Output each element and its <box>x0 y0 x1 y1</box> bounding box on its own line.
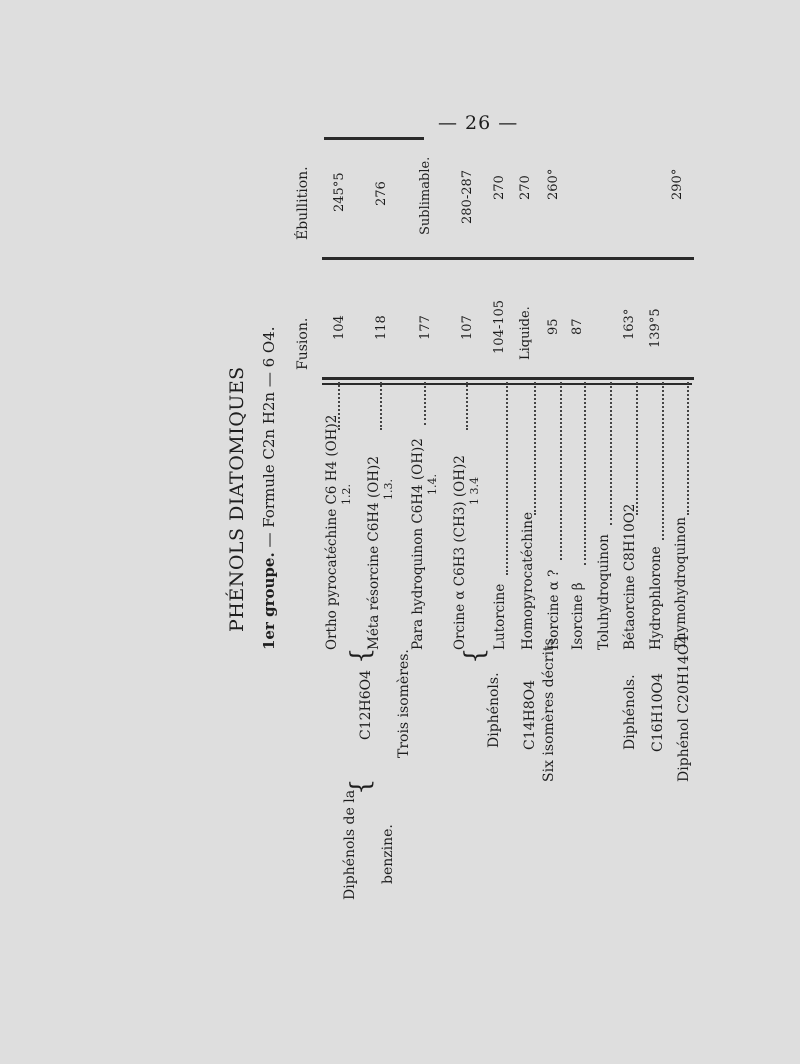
dot-leader <box>636 382 638 515</box>
group2-isomers: Six isomères décrits. <box>541 633 557 782</box>
compound-name-1: Ortho pyrocatéchine C6 H4 (OH)2 <box>324 414 340 650</box>
formula-label: — Formule C2n H2n — 6 O4. <box>260 326 278 548</box>
ebullition-5: 270 <box>492 175 507 200</box>
brace-compounds1: { <box>346 647 376 664</box>
dot-leader <box>584 382 586 565</box>
dot-leader <box>610 382 612 525</box>
compound-name-2: Méta résorcine C6H4 (OH)2 <box>366 456 382 650</box>
group2-label: Diphénols. <box>486 672 502 748</box>
subtitle <box>260 326 278 650</box>
fusion-1: 104 <box>332 315 347 340</box>
compound-position-3: 1.4. <box>426 474 439 495</box>
compound-name-6: Homopyrocatéchine <box>520 512 536 650</box>
brace-compounds2: { <box>460 647 490 664</box>
ebullition-12: 290° <box>670 168 685 200</box>
fusion-10: 163° <box>622 308 637 340</box>
dot-leader <box>534 382 536 515</box>
dot-leader <box>380 382 382 430</box>
compound-position-2: 1.3. <box>382 479 395 500</box>
compound-name-9: Toluhydroquinon <box>596 534 612 650</box>
compound-name-10: Bétaorcine C8H10O2 <box>622 503 638 650</box>
page-number: — 26 — <box>438 112 519 134</box>
ebullition-4: 280-287 <box>460 169 475 224</box>
fusion-6: Liquide. <box>518 306 533 360</box>
ebullition-7: 260° <box>546 168 561 200</box>
ebullition-3: Sublimable. <box>418 156 433 235</box>
header-ebullition: Ébullition. <box>295 166 311 240</box>
compound-name-11: Hydrophlorone <box>648 546 664 650</box>
header-fusion: Fusion. <box>295 317 311 370</box>
dot-leader <box>466 382 468 430</box>
group3-label: Diphénols. <box>622 674 638 750</box>
compound-name-3: Para hydroquinon C6H4 (OH)2 <box>410 438 426 650</box>
group2-formula: C14H8O4 <box>522 679 538 750</box>
groupe-label: 1er groupe. <box>260 552 278 650</box>
fusion-11: 139°5 <box>648 308 663 348</box>
page-title: PHÉNOLS DIATOMIQUES <box>226 366 248 632</box>
dot-leader <box>560 382 562 560</box>
ebullition-2: 276 <box>374 181 389 206</box>
fusion-4: 107 <box>460 315 475 340</box>
compound-name-7: Isorcine α ? <box>546 569 562 650</box>
compound-name-5: Lutorcine <box>492 583 508 650</box>
group1-formula: C12H6O4 <box>358 669 374 740</box>
fusion-5: 104-105 <box>492 299 507 354</box>
vertical-rule-right <box>324 137 424 140</box>
compound-name-8: Isorcine β <box>570 582 586 650</box>
dot-leader <box>506 382 508 575</box>
group4-label: Diphénol C20H14O4 <box>676 634 692 782</box>
compound-position-1: 1.2. <box>340 484 353 505</box>
fusion-7: 95 <box>546 318 561 335</box>
dot-leader <box>338 382 340 430</box>
header-rule-1 <box>322 377 694 380</box>
group1-isomers: Trois isomères. <box>396 649 412 758</box>
rotated-table <box>226 100 700 900</box>
group1-label-line1: Diphénols de la <box>342 789 358 900</box>
dot-leader <box>687 382 689 515</box>
fusion-3: 177 <box>418 315 433 340</box>
ebullition-6: 270 <box>518 175 533 200</box>
group1-label-line2: benzine. <box>380 824 396 884</box>
brace-group1: { <box>346 778 376 795</box>
group3-formula: C16H10O4 <box>650 673 666 752</box>
dot-leader <box>662 382 664 540</box>
compound-name-12: Thymohydroquinon <box>673 517 689 650</box>
fusion-8: 87 <box>570 318 585 335</box>
dot-leader <box>424 382 426 425</box>
fusion-2: 118 <box>374 315 389 340</box>
compound-position-4: 1 3.4 <box>468 477 481 505</box>
ebullition-1: 245°5 <box>332 172 347 212</box>
header-rule-2 <box>322 257 694 260</box>
compound-name-4: Orcine α C6H3 (CH3) (OH)2 <box>452 455 468 650</box>
